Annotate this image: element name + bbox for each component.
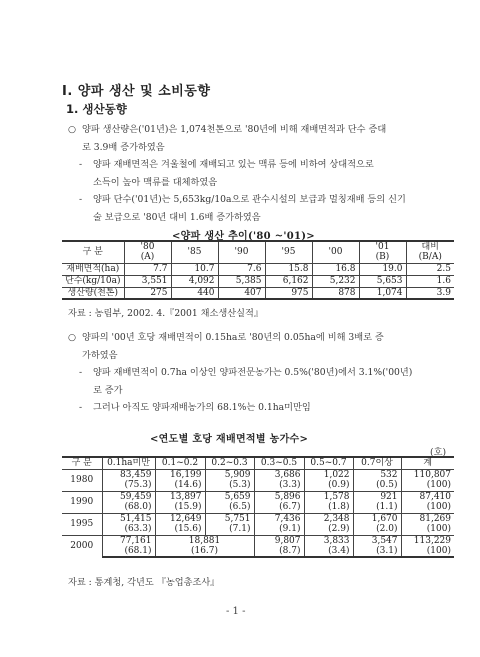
- table-cell: 4,092: [171, 275, 218, 287]
- farm-size-table: [62, 456, 454, 558]
- table-cell: (3.1): [353, 546, 401, 557]
- table-cell: 975: [265, 287, 312, 299]
- table-cell: (75.3): [102, 480, 155, 491]
- table-cell: (2.0): [353, 524, 401, 535]
- table-unit: (호): [430, 447, 447, 458]
- table-cell: (8.7): [254, 546, 304, 557]
- table-source: 자료 : 통계청, 각년도 『농업총조사』: [68, 577, 220, 588]
- table-cell: (100): [401, 480, 454, 491]
- dash-paragraph-2: [79, 191, 406, 227]
- table-cell: 921: [353, 491, 401, 502]
- table-cell: 532: [353, 469, 401, 480]
- table-row: [62, 535, 454, 546]
- header-cell: '80 (A): [124, 241, 171, 263]
- table-cell: 275: [124, 287, 171, 299]
- table-cell: 5,751: [205, 513, 254, 524]
- table-caption: <연도별 호당 재배면적별 농가수>: [150, 434, 309, 445]
- table-cell: 13,897: [155, 491, 205, 502]
- row-label: 1990: [62, 491, 102, 513]
- header-cell: 0.1ha미만: [102, 457, 155, 469]
- text-line: 양파 재배면적이 0.7ha 이상인 양파전문농가는 0.5%('80년)에서 3.1%('00년): [93, 367, 413, 378]
- table-row: [62, 513, 454, 524]
- dash-bullet-icon: -: [79, 367, 83, 378]
- dash-paragraph-1: [79, 156, 374, 192]
- text-line: 로 3.9배 증가하였음: [82, 142, 165, 153]
- merged-table-cell: 18,881: [155, 535, 254, 546]
- header-cell: 0.5~0.7: [304, 457, 353, 469]
- table-source: 자료 : 농림부, 2002. 4.『2001 채소생산실적』: [68, 308, 264, 319]
- header-cell: 0.3~0.5: [254, 457, 304, 469]
- table-cell: 83,459: [102, 469, 155, 480]
- table-cell: (6.7): [254, 502, 304, 513]
- dash-bullet-icon: -: [79, 194, 83, 205]
- table-cell: (7.1): [205, 524, 254, 535]
- row-label: 생산량(천톤): [62, 287, 124, 299]
- table-cell: 15.8: [265, 263, 312, 275]
- table-cell: (68.1): [102, 546, 155, 557]
- table-row: [62, 275, 454, 287]
- header-cell: '95: [265, 241, 312, 263]
- table-cell: (100): [401, 524, 454, 535]
- row-label: 단수(kg/10a): [62, 275, 124, 287]
- table-row: [62, 263, 454, 275]
- text-line: 양파의 '00년 호당 재배면적이 0.15ha로 '80년의 0.05ha에 비해 3배로 증: [82, 332, 384, 343]
- table-cell: 1,022: [304, 469, 353, 480]
- row-label: 1980: [62, 469, 102, 491]
- header-cell: 계: [401, 457, 454, 469]
- table-cell: 113,229: [401, 535, 454, 546]
- table-cell: 7.7: [124, 263, 171, 275]
- header-cell: '85: [171, 241, 218, 263]
- table-cell: 9,807: [254, 535, 304, 546]
- table-cell: 3,547: [353, 535, 401, 546]
- table-cell: 2,348: [304, 513, 353, 524]
- text-line: 양파 생산량은('01년)은 1,074천톤으로 '80년에 비해 재배면적과 단수 증대: [82, 124, 387, 135]
- table-cell: 5,909: [205, 469, 254, 480]
- table-cell: 2.5: [406, 263, 454, 275]
- table-cell: (15.9): [155, 502, 205, 513]
- text-line: 그러나 아직도 양파재배농가의 68.1%는 0.1ha미만임: [93, 402, 311, 413]
- table-cell: 1,074: [359, 287, 406, 299]
- table-cell: 5,653: [359, 275, 406, 287]
- table-cell: (68.0): [102, 502, 155, 513]
- page-number: - 1 -: [226, 606, 246, 617]
- header-cell: 구 분: [62, 241, 124, 263]
- bullet-paragraph-2: [68, 329, 384, 365]
- table-cell: 59,459: [102, 491, 155, 502]
- table-cell: 16.8: [312, 263, 359, 275]
- table-cell: 3.9: [406, 287, 454, 299]
- table-cell: (2.9): [304, 524, 353, 535]
- table-row: [62, 502, 454, 513]
- table-header-row: [62, 457, 454, 469]
- dash-bullet-icon: -: [79, 402, 83, 413]
- table-cell: 3,686: [254, 469, 304, 480]
- table-row: [62, 480, 454, 491]
- table-cell: 1,578: [304, 491, 353, 502]
- table-cell: 12,649: [155, 513, 205, 524]
- table-cell: 81,269: [401, 513, 454, 524]
- table-cell: 51,415: [102, 513, 155, 524]
- table-cell: (6.5): [205, 502, 254, 513]
- text-line: 소득이 높아 맥류를 대체하였음: [93, 177, 218, 188]
- text-line: 로 증가: [93, 385, 123, 396]
- table-caption: <양파 생산 추이('80 ~'01)>: [172, 231, 315, 242]
- onion-production-table: [62, 240, 454, 300]
- header-cell: '90: [218, 241, 265, 263]
- table-cell: 407: [218, 287, 265, 299]
- table-cell: (1.1): [353, 502, 401, 513]
- table-row: [62, 469, 454, 480]
- table-cell: 77,161: [102, 535, 155, 546]
- table-row: [62, 287, 454, 299]
- table-cell: 1.6: [406, 275, 454, 287]
- bullet-paragraph-1: [68, 121, 386, 157]
- section-heading: Ⅰ. 양파 생산 및 소비동향: [62, 84, 211, 99]
- table-cell: 3,833: [304, 535, 353, 546]
- text-line: 가하였음: [82, 350, 118, 361]
- table-cell: 3,551: [124, 275, 171, 287]
- table-cell: (15.6): [155, 524, 205, 535]
- table-cell: 1,670: [353, 513, 401, 524]
- dash-paragraph-3: [79, 364, 412, 400]
- table-cell: 16,199: [155, 469, 205, 480]
- table-cell: (3.4): [304, 546, 353, 557]
- table-cell: 7.6: [218, 263, 265, 275]
- merged-table-cell: (16.7): [155, 546, 254, 557]
- header-cell: 구 분: [62, 457, 102, 469]
- table-cell: 110,807: [401, 469, 454, 480]
- header-cell: 대비 (B/A): [406, 241, 454, 263]
- table-cell: (5.3): [205, 480, 254, 491]
- table-cell: 440: [171, 287, 218, 299]
- text-line: 술 보급으로 '80년 대비 1.6배 증가하였음: [93, 212, 261, 223]
- table-cell: 6,162: [265, 275, 312, 287]
- table-cell: (1.8): [304, 502, 353, 513]
- table-cell: 87,410: [401, 491, 454, 502]
- row-label: 1995: [62, 513, 102, 535]
- circle-bullet-icon: ○: [68, 124, 77, 135]
- table-cell: (9.1): [254, 524, 304, 535]
- table-cell: 7,436: [254, 513, 304, 524]
- table-cell: (0.9): [304, 480, 353, 491]
- header-cell: 0.1~0.2: [155, 457, 205, 469]
- header-cell: '00: [312, 241, 359, 263]
- text-line: 양파 재배면적은 겨울철에 재배되고 있는 맥류 등에 비하여 상대적으로: [93, 159, 374, 170]
- table-cell: (100): [401, 502, 454, 513]
- table-row: [62, 546, 454, 557]
- row-label: 2000: [62, 535, 102, 557]
- table-cell: 19.0: [359, 263, 406, 275]
- table-cell: (14.6): [155, 480, 205, 491]
- header-cell: '01 (B): [359, 241, 406, 263]
- header-cell: 0.2~0.3: [205, 457, 254, 469]
- table-row: [62, 524, 454, 535]
- table-cell: (3.3): [254, 480, 304, 491]
- table-cell: (0.5): [353, 480, 401, 491]
- circle-bullet-icon: ○: [68, 332, 77, 343]
- row-label: 재배면적(ha): [62, 263, 124, 275]
- table-row: [62, 491, 454, 502]
- subsection-heading: 1. 생산동향: [66, 102, 127, 116]
- table-header-row: [62, 241, 454, 263]
- table-cell: (100): [401, 546, 454, 557]
- table-cell: 5,232: [312, 275, 359, 287]
- table-cell: 5,385: [218, 275, 265, 287]
- table-cell: 10.7: [171, 263, 218, 275]
- header-cell: 0.7이상: [353, 457, 401, 469]
- table-cell: 878: [312, 287, 359, 299]
- text-line: 양파 단수('01년)는 5,653kg/10a으로 관수시설의 보급과 멀칭재배 등의 신기: [93, 194, 406, 205]
- dash-paragraph-4: [79, 399, 311, 417]
- table-cell: (63.3): [102, 524, 155, 535]
- table-cell: 5,659: [205, 491, 254, 502]
- dash-bullet-icon: -: [79, 159, 83, 170]
- table-cell: 5,896: [254, 491, 304, 502]
